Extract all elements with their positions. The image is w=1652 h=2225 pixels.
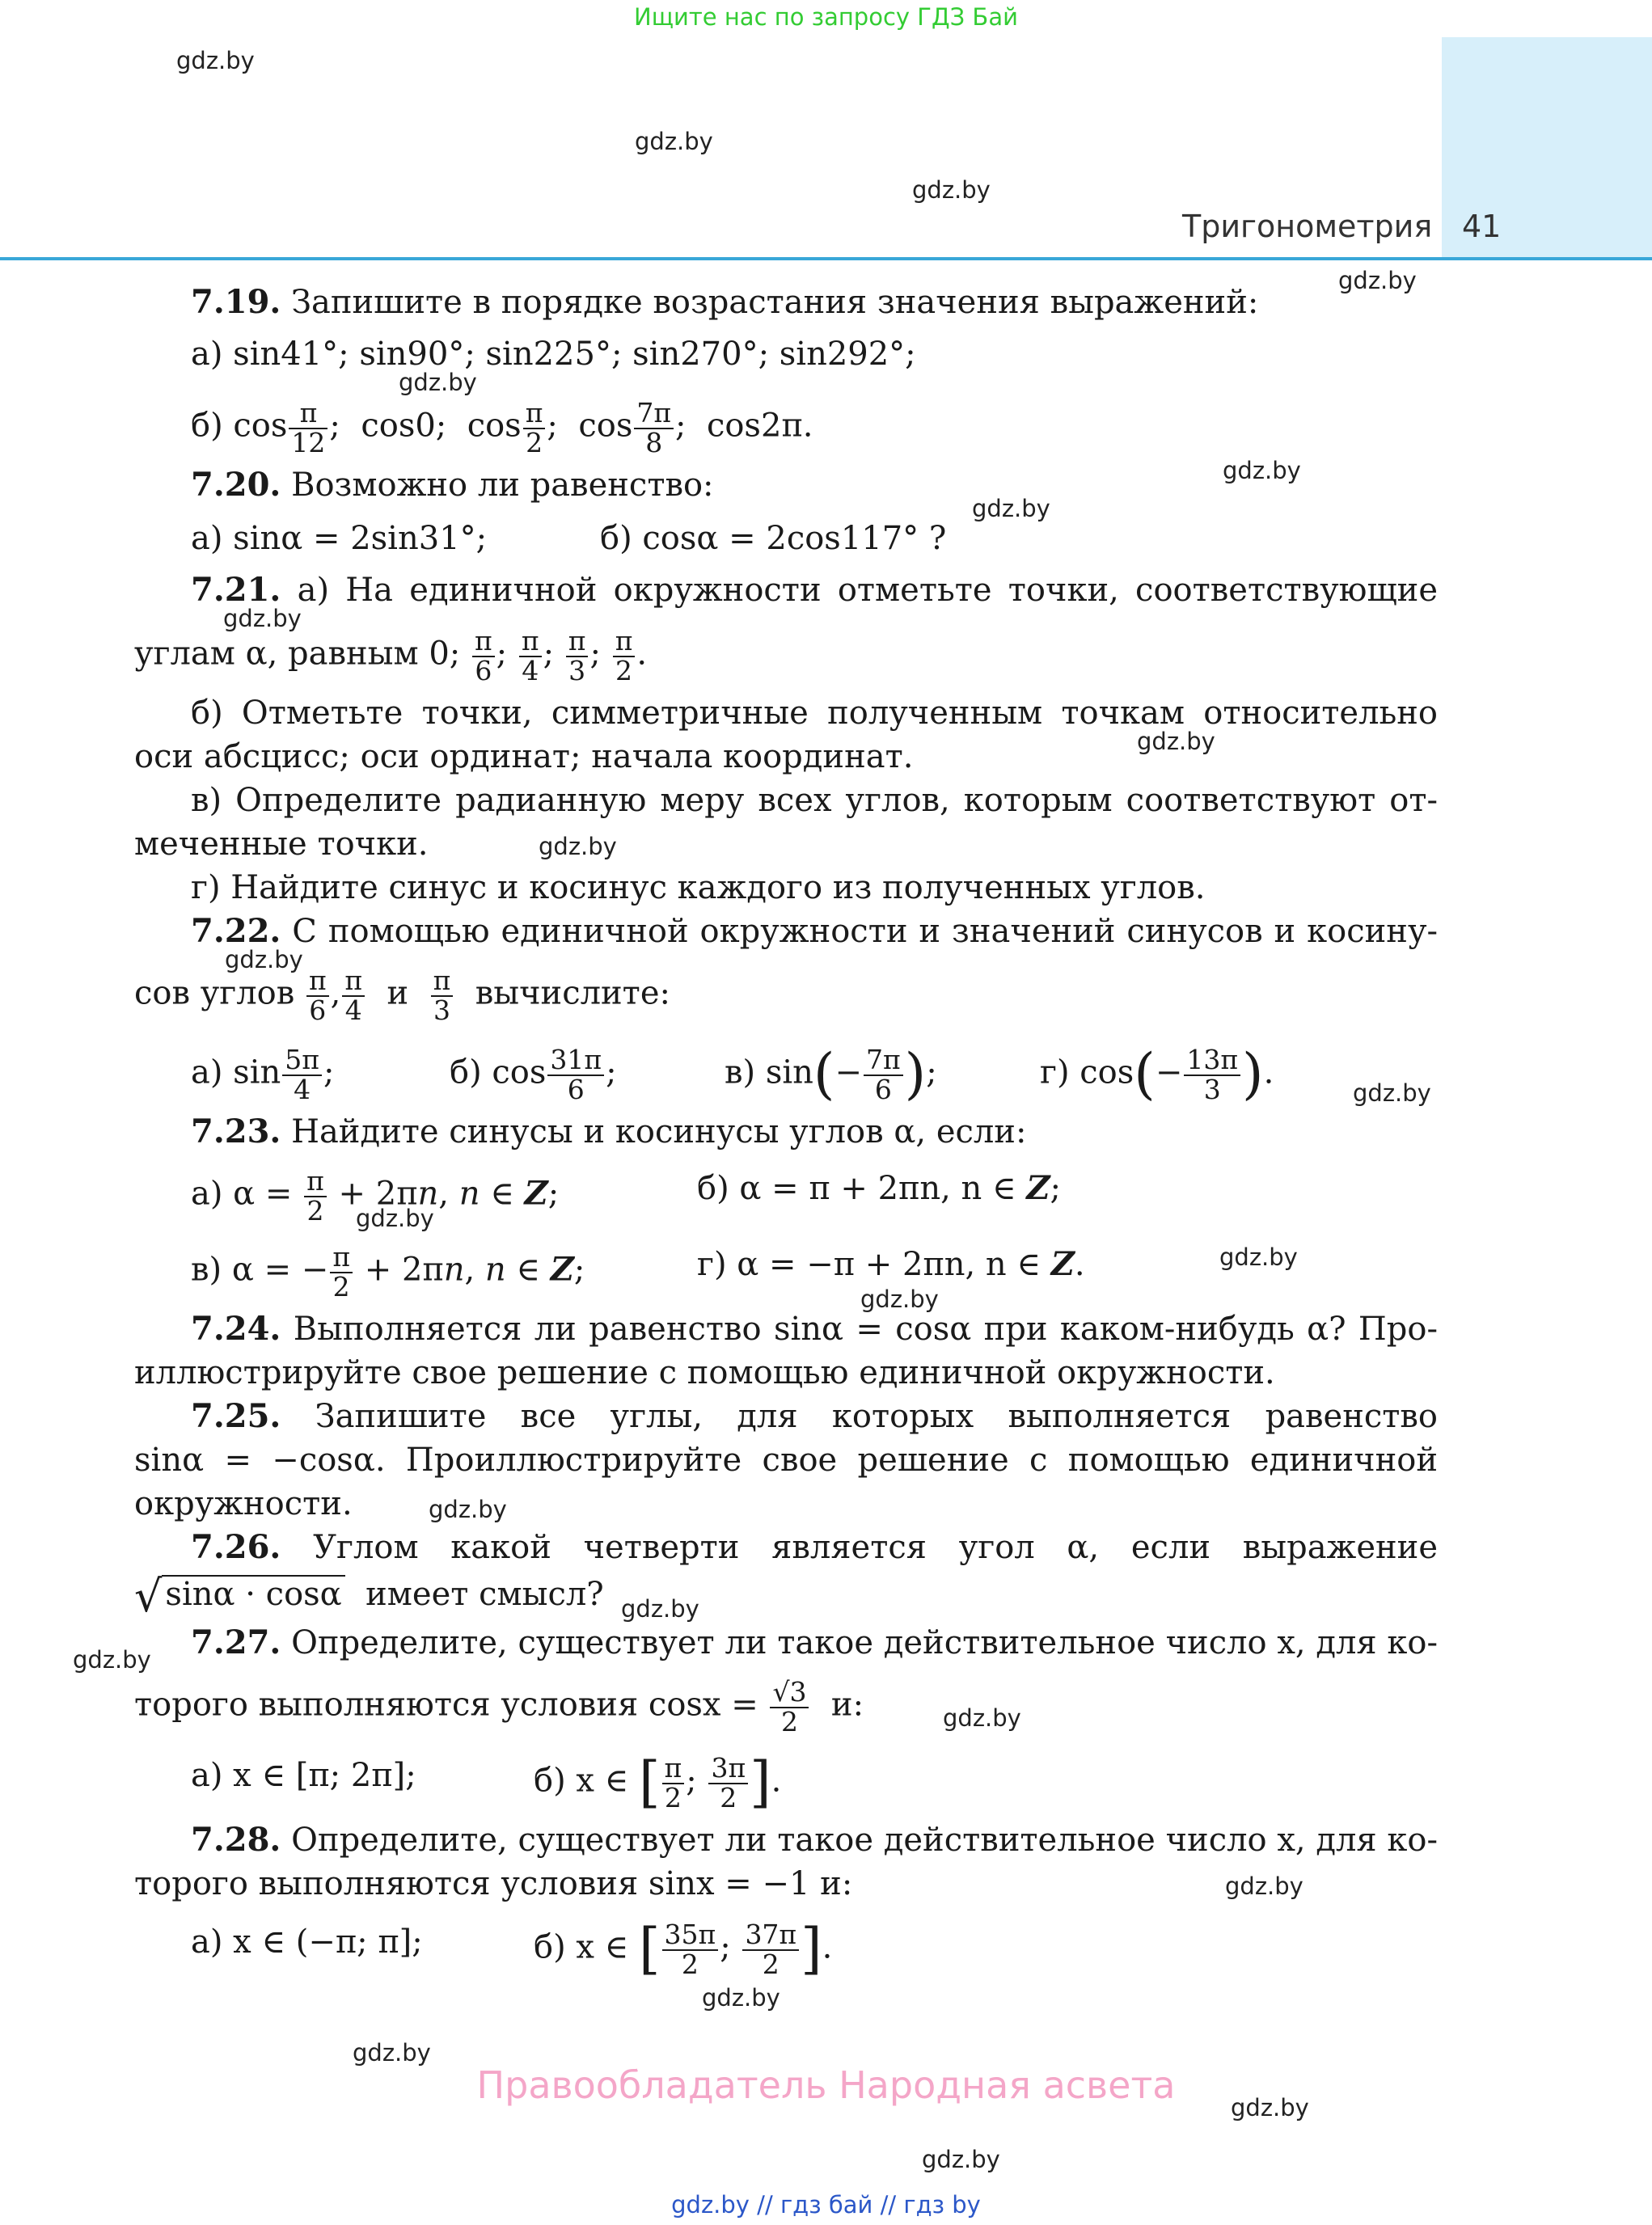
watermark: gdz.by	[353, 2039, 431, 2067]
copyright-notice: Правообладатель Народная асвета	[476, 2063, 1176, 2107]
task-7-19-b: б) cos $\frac{\pi}{12}$ ; cos0; cos $\frac{\pi}{2}$ ; cos $\frac{7\pi}{8}$ ; cos2π.	[191, 397, 813, 458]
task-7-25-line2: sinα = −cosα. Проиллюстрируйте свое решение с помощью единичной	[134, 1442, 1438, 1479]
task-7-21-c1: в) Определите радианную меру всех углов, которым соответствуют от-	[191, 782, 1438, 819]
task-7-27-line1: 7.27. Определите, существует ли такое действительное число x, для ко-	[191, 1623, 1438, 1661]
task-7-23-b: б) α = π + 2πn, n ∈ Z;	[697, 1169, 1062, 1207]
task-7-26-line2: √ sinα · cosα имеет смысл?	[134, 1571, 604, 1622]
task-7-22-b: б) cos $\frac{31\pi}{6}$ ;	[450, 1044, 617, 1105]
watermark: gdz.by	[356, 1205, 434, 1232]
task-7-27-b: б) x ∈ [ $\frac{\pi}{2}$ ; $\frac{3\pi}{2}$ ].	[534, 1750, 782, 1815]
watermark: gdz.by	[860, 1286, 939, 1313]
watermark: gdz.by	[635, 128, 713, 155]
task-7-21-b2: оси абсцисс; оси ординат; начала координат.	[134, 738, 914, 775]
task-7-21-line2: углам α, равным 0; $\frac{\pi}{6}$ ; $\frac{\pi}{4}$ ; $\frac{\pi}{3}$ ; $\frac{\pi}{2}$ .	[134, 625, 648, 686]
watermark: gdz.by	[943, 1704, 1021, 1732]
watermark: gdz.by	[225, 946, 303, 973]
watermark: gdz.by	[1137, 728, 1215, 755]
task-7-20-b: б) cosα = 2cos117° ?	[600, 520, 947, 557]
watermark: gdz.by	[1353, 1079, 1431, 1107]
task-7-22-line2: сов углов $\frac{\pi}{6}$ , $\frac{\pi}{4}$ и $\frac{\pi}{3}$ вычислите:	[134, 965, 670, 1026]
task-7-26-line1: 7.26. Углом какой четверти является угол α, если выражение	[191, 1528, 1439, 1566]
task-7-20-a: а) sinα = 2sin31°;	[191, 520, 488, 557]
section-title: Тригонометрия	[1182, 209, 1433, 244]
watermark: gdz.by	[1231, 2094, 1309, 2122]
task-7-23-c: в) α = − $\frac{\pi}{2}$ + 2πn, n ∈ Z;	[191, 1241, 585, 1302]
task-7-19-statement: 7.19. Запишите в порядке возрастания значения выражений:	[191, 283, 1259, 321]
watermark: gdz.by	[621, 1595, 699, 1623]
task-7-27-a: а) x ∈ [π; 2π];	[191, 1757, 416, 1794]
task-7-24-line2: иллюстрируйте свое решение с помощью единичной окружности.	[134, 1354, 1275, 1391]
task-7-19-a: а) sin41°; sin90°; sin225°; sin270°; sin292°;	[191, 336, 916, 373]
watermark: gdz.by	[702, 1984, 780, 2012]
task-7-21-d: г) Найдите синус и косинус каждого из полученных углов.	[191, 869, 1206, 906]
task-7-28-a: а) x ∈ (−π; π];	[191, 1923, 423, 1961]
task-7-25-line1: 7.25. Запишите все углы, для которых выполняется равенство	[191, 1397, 1439, 1435]
task-7-20-statement: 7.20. Возможно ли равенство:	[191, 466, 714, 504]
top-banner: Ищите нас по запросу ГДЗ Бай	[634, 3, 1018, 31]
task-7-27-line2: торого выполняются условия cosx = $\frac{√3}{2}$ и:	[134, 1676, 864, 1737]
task-7-22-line1: 7.22. С помощью единичной окружности и значений синусов и косину-	[191, 912, 1438, 950]
watermark: gdz.by	[1338, 267, 1417, 294]
task-7-21-b1: б) Отметьте точки, симметричные полученным точкам относительно	[191, 695, 1438, 732]
watermark: gdz.by	[223, 605, 302, 632]
task-7-28-line1: 7.28. Определите, существует ли такое действительное число x, для ко-	[191, 1821, 1438, 1859]
watermark: gdz.by	[1225, 1872, 1303, 1900]
watermark: gdz.by	[176, 47, 255, 74]
footer-links[interactable]: gdz.by // гдз бай // гдз by	[671, 2191, 981, 2219]
task-7-22-d: г) cos(− $\frac{13\pi}{3}$ ).	[1040, 1042, 1274, 1107]
watermark: gdz.by	[1223, 457, 1301, 484]
task-7-22-c: в) sin(− $\frac{7\pi}{6}$ );	[725, 1042, 937, 1107]
task-7-25-line3: окружности.	[134, 1485, 353, 1522]
watermark: gdz.by	[429, 1496, 507, 1523]
watermark: gdz.by	[972, 495, 1050, 522]
task-7-24-line1: 7.24. Выполняется ли равенство sinα = cosα при каком-нибудь α? Про-	[191, 1310, 1438, 1348]
watermark: gdz.by	[539, 833, 617, 860]
task-7-21-line1: 7.21. а) На единичной окружности отметьте точки, соответствующие	[191, 571, 1439, 609]
watermark: gdz.by	[922, 2146, 1000, 2173]
task-7-28-line2: торого выполняются условия sinx = −1 и:	[134, 1865, 853, 1902]
page-number: 41	[1462, 209, 1502, 244]
header-rule	[0, 257, 1652, 260]
task-7-23-statement: 7.23. Найдите синусы и косинусы углов α, если:	[191, 1112, 1027, 1150]
watermark: gdz.by	[399, 369, 477, 396]
task-7-22-a: а) sin $\frac{5\pi}{4}$ ;	[191, 1044, 335, 1105]
task-7-23-d: г) α = −π + 2πn, n ∈ Z.	[697, 1245, 1085, 1283]
task-7-28-b: б) x ∈ [ $\frac{35\pi}{2}$ ; $\frac{37\pi}{2}$ ].	[534, 1917, 833, 1982]
watermark: gdz.by	[1219, 1243, 1298, 1271]
watermark: gdz.by	[912, 176, 991, 204]
task-7-23-a: а) α = $\frac{\pi}{2}$ + 2πn, n ∈ Z;	[191, 1165, 560, 1226]
task-7-21-c2: меченные точки.	[134, 825, 429, 863]
watermark: gdz.by	[73, 1646, 151, 1674]
